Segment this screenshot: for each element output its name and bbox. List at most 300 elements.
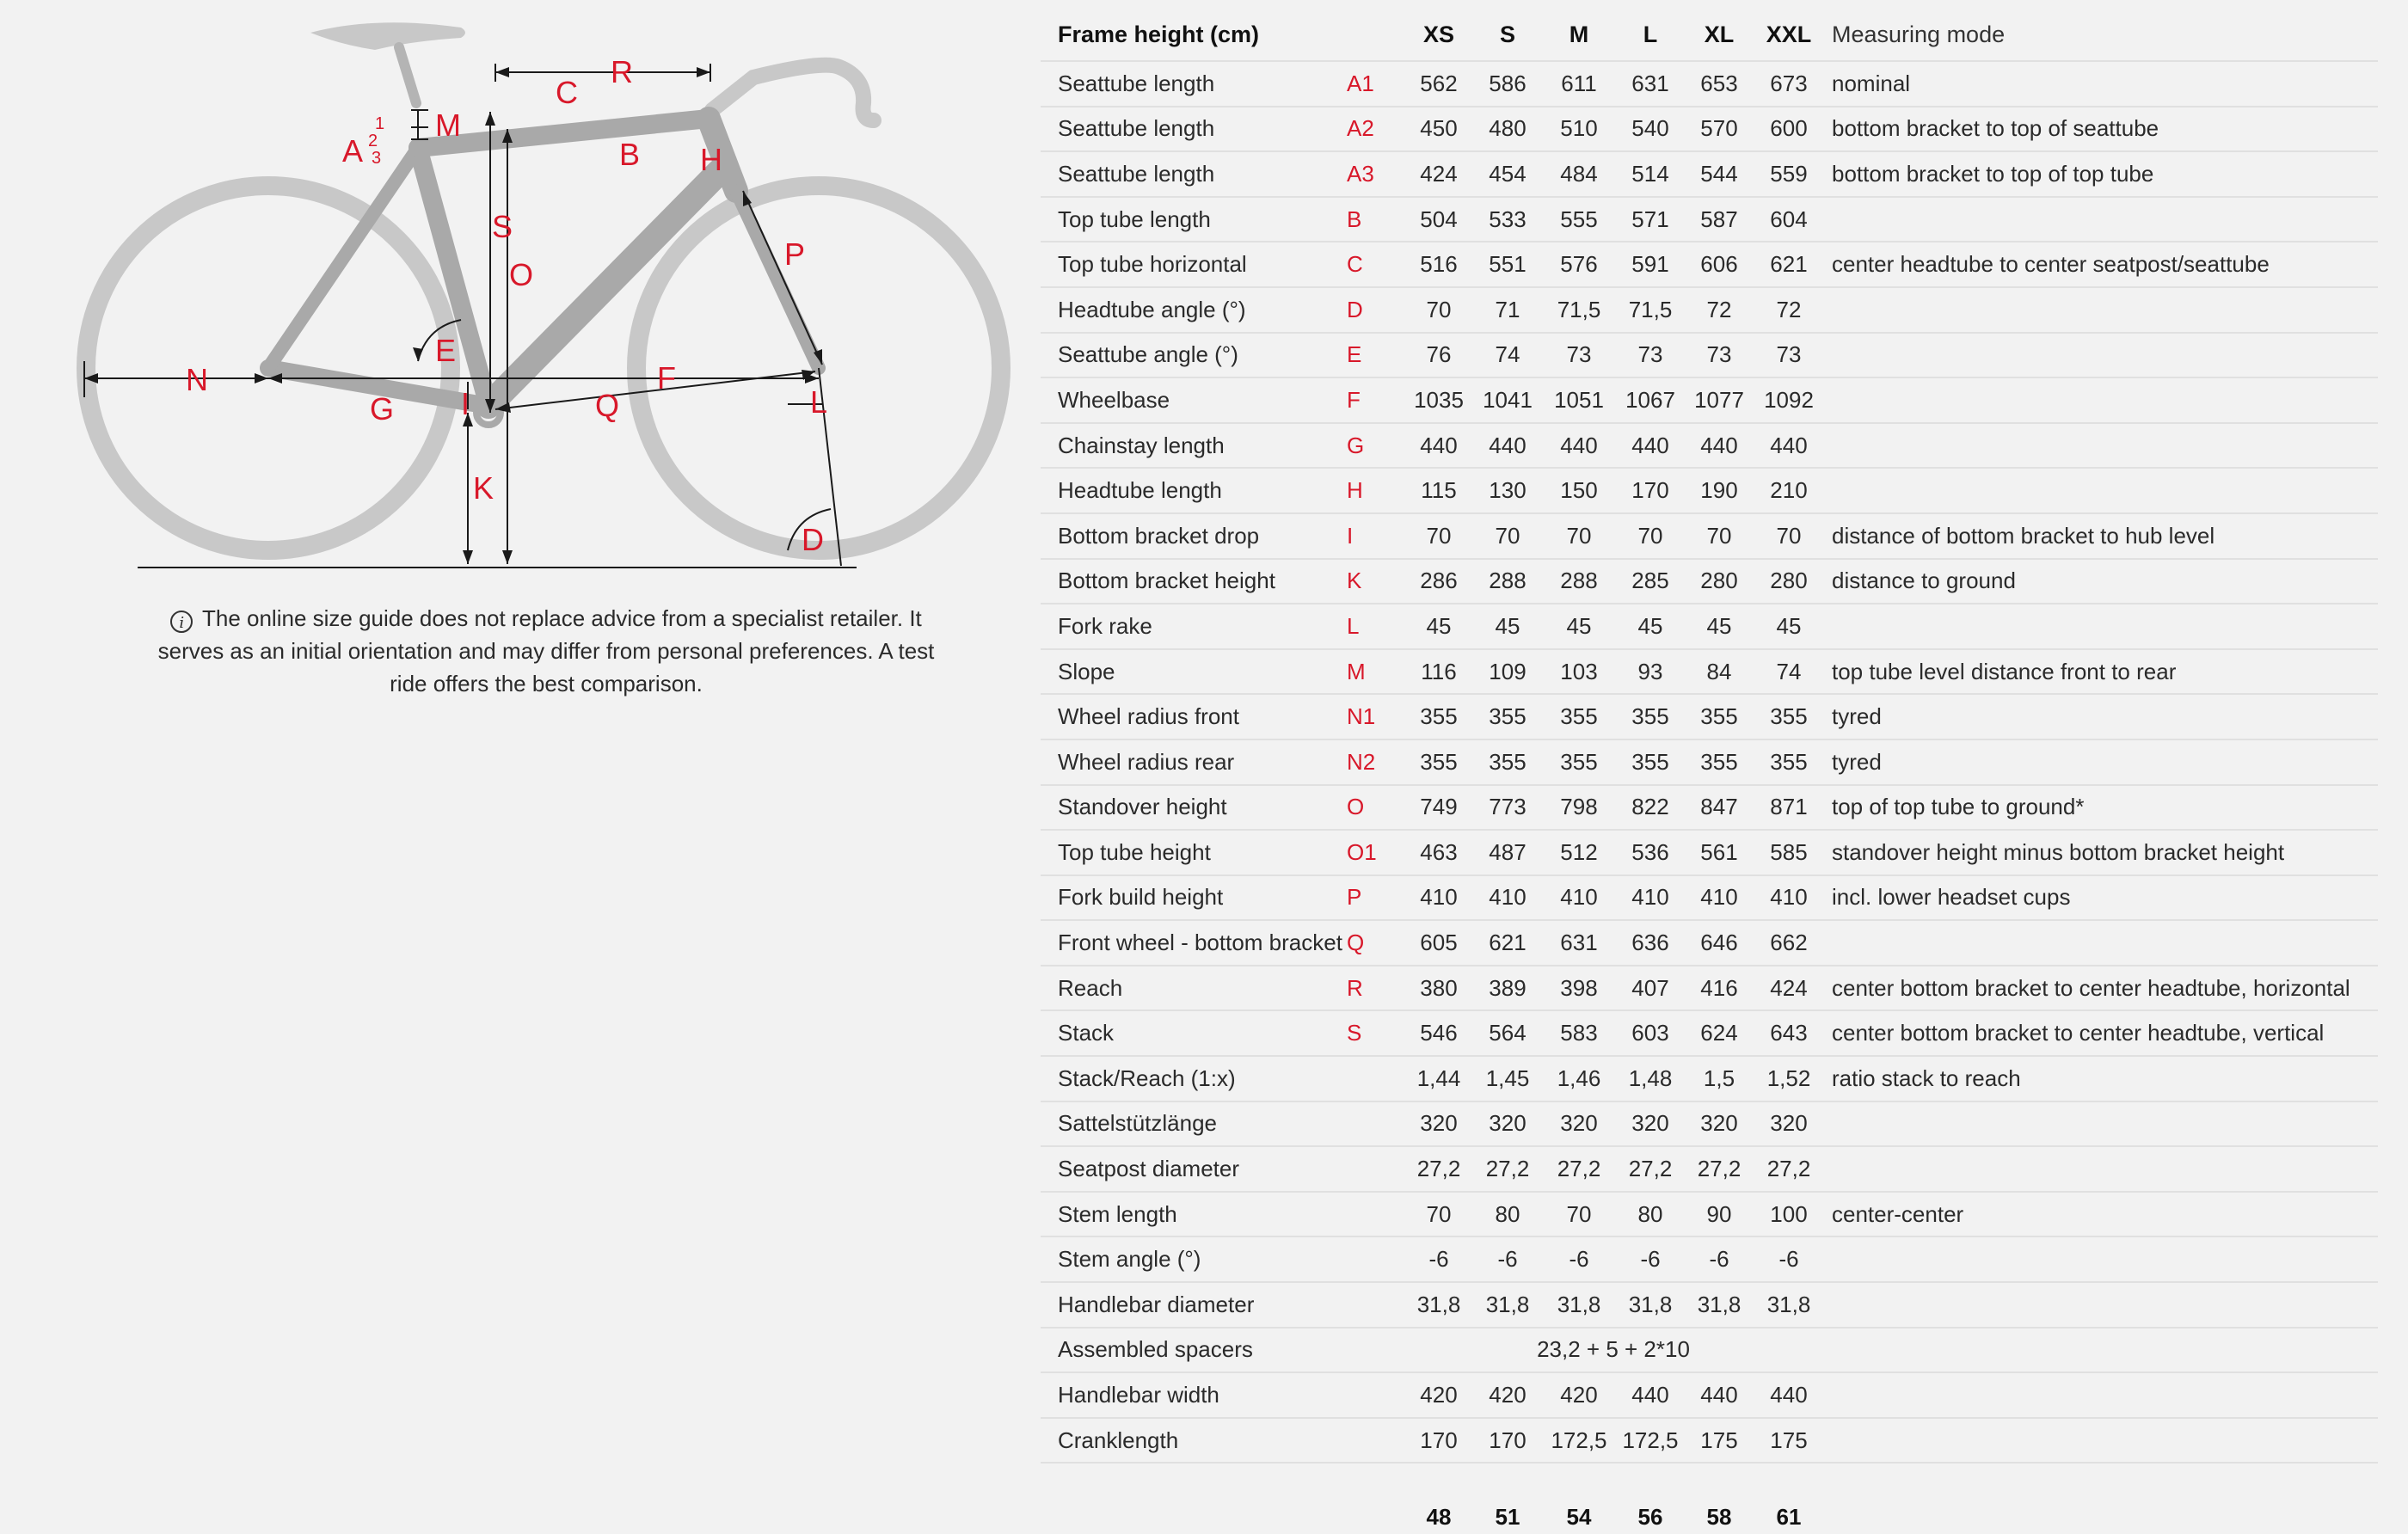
row-value: 320	[1404, 1101, 1474, 1147]
row-value: 516	[1404, 242, 1474, 287]
row-code: I	[1343, 513, 1404, 559]
row-value: 31,8	[1617, 1282, 1684, 1328]
frame-size-xl: 58	[1706, 1504, 1732, 1531]
label-c: C	[556, 75, 578, 110]
row-value: 45	[1474, 604, 1541, 649]
row-value: 280	[1754, 559, 1823, 604]
label-f: F	[657, 360, 676, 396]
row-value: 576	[1541, 242, 1617, 287]
table-row	[1041, 739, 2378, 785]
row-value: 170	[1404, 1418, 1474, 1463]
label-s: S	[492, 209, 513, 244]
row-value: 389	[1474, 966, 1541, 1011]
row-label: Seattube length	[1041, 61, 1343, 107]
note-text: The online size guide does not replace advice from a specialist retailer. It serves as an initial orientation and may differ from personal preferences. A test ride offers the best comparison.	[157, 605, 935, 696]
row-value: 604	[1754, 197, 1823, 242]
row-measuring-mode	[1823, 287, 2378, 333]
table-row	[1041, 468, 2378, 513]
row-value: 320	[1754, 1101, 1823, 1147]
row-value: 583	[1541, 1010, 1617, 1056]
row-measuring-mode: distance of bottom bracket to hub level	[1823, 513, 2378, 559]
row-value: 150	[1541, 468, 1617, 513]
frame-size-xxl: 61	[1776, 1504, 1802, 1531]
row-value: 564	[1474, 1010, 1541, 1056]
label-a1: 1	[375, 114, 385, 133]
row-code	[1343, 1418, 1404, 1463]
table-row	[1041, 1328, 2378, 1373]
row-value: 73	[1541, 333, 1617, 378]
row-label: Top tube length	[1041, 197, 1343, 242]
table-row	[1041, 875, 2378, 921]
row-code: K	[1343, 559, 1404, 604]
row-label: Stem angle (°)	[1041, 1236, 1343, 1282]
row-value: 355	[1754, 694, 1823, 739]
row-measuring-mode: tyred	[1823, 739, 2378, 785]
row-value: 27,2	[1474, 1146, 1541, 1192]
row-label: Standover height	[1041, 785, 1343, 831]
row-value: 100	[1754, 1192, 1823, 1237]
label-a3: 3	[372, 149, 382, 168]
row-value: 355	[1541, 694, 1617, 739]
row-value: 70	[1404, 1192, 1474, 1237]
row-value: 646	[1684, 920, 1754, 966]
row-value: 653	[1684, 61, 1754, 107]
row-code	[1343, 1236, 1404, 1282]
row-value: 571	[1617, 197, 1684, 242]
row-label: Top tube height	[1041, 830, 1343, 875]
row-value: 1,44	[1404, 1056, 1474, 1101]
row-value: 1,48	[1617, 1056, 1684, 1101]
row-measuring-mode	[1823, 377, 2378, 423]
row-measuring-mode: ratio stack to reach	[1823, 1056, 2378, 1101]
row-measuring-mode: bottom bracket to top of seattube	[1823, 107, 2378, 152]
row-value: 591	[1617, 242, 1684, 287]
row-measuring-mode	[1823, 1101, 2378, 1147]
row-value: 1092	[1754, 377, 1823, 423]
row-code	[1343, 1372, 1404, 1418]
row-value: 424	[1754, 966, 1823, 1011]
row-value: 109	[1474, 649, 1541, 695]
row-label: Front wheel - bottom bracket	[1041, 920, 1343, 966]
row-value: 636	[1617, 920, 1684, 966]
table-row	[1041, 1101, 2378, 1147]
row-value: 410	[1474, 875, 1541, 921]
row-value-span: 23,2 + 5 + 2*10	[1404, 1328, 1823, 1373]
table-row	[1041, 694, 2378, 739]
row-value: 285	[1617, 559, 1684, 604]
row-value: 90	[1684, 1192, 1754, 1237]
row-label: Wheel radius rear	[1041, 739, 1343, 785]
row-value: 440	[1541, 423, 1617, 469]
row-value: 424	[1404, 151, 1474, 197]
row-measuring-mode: tyred	[1823, 694, 2378, 739]
row-measuring-mode	[1823, 468, 2378, 513]
size-header-xl: XL	[1684, 9, 1754, 61]
row-label: Stack/Reach (1:x)	[1041, 1056, 1343, 1101]
table-row	[1041, 1418, 2378, 1463]
row-measuring-mode: standover height minus bottom bracket height	[1823, 830, 2378, 875]
row-code: F	[1343, 377, 1404, 423]
row-value: 510	[1541, 107, 1617, 152]
saddle	[310, 22, 465, 50]
geometry-table	[1041, 9, 2378, 1534]
row-label: Wheel radius front	[1041, 694, 1343, 739]
row-label: Chainstay length	[1041, 423, 1343, 469]
row-label: Headtube angle (°)	[1041, 287, 1343, 333]
table-row	[1041, 333, 2378, 378]
row-value: 70	[1404, 513, 1474, 559]
row-value: 70	[1404, 287, 1474, 333]
row-value: 355	[1541, 739, 1617, 785]
row-value: 355	[1404, 694, 1474, 739]
table-row	[1041, 920, 2378, 966]
footer-spacer	[1041, 1463, 1343, 1534]
row-measuring-mode	[1823, 1328, 2378, 1373]
row-value: 27,2	[1617, 1146, 1684, 1192]
row-measuring-mode	[1823, 423, 2378, 469]
row-label: Handlebar width	[1041, 1372, 1343, 1418]
table-row	[1041, 287, 2378, 333]
row-value: 116	[1404, 649, 1474, 695]
row-value: 847	[1684, 785, 1754, 831]
row-value: 1,5	[1684, 1056, 1754, 1101]
row-value: 45	[1541, 604, 1617, 649]
row-label: Sattelstützlänge	[1041, 1101, 1343, 1147]
row-value: 1035	[1404, 377, 1474, 423]
size-header-xxl: XXL	[1754, 9, 1823, 61]
row-value: 643	[1754, 1010, 1823, 1056]
bike-geometry-diagram	[14, 0, 1011, 593]
row-value: 71	[1474, 287, 1541, 333]
row-label: Seattube length	[1041, 107, 1343, 152]
row-value: 555	[1541, 197, 1617, 242]
row-value: 570	[1684, 107, 1754, 152]
row-code: N2	[1343, 739, 1404, 785]
row-value: 533	[1474, 197, 1541, 242]
table-row	[1041, 513, 2378, 559]
row-value: 673	[1754, 61, 1823, 107]
row-value: 606	[1684, 242, 1754, 287]
row-value: 487	[1474, 830, 1541, 875]
row-label: Fork build height	[1041, 875, 1343, 921]
size-header-l: L	[1617, 9, 1684, 61]
row-value: 603	[1617, 1010, 1684, 1056]
label-o: O	[509, 257, 534, 292]
row-value: 380	[1404, 966, 1474, 1011]
row-value: 410	[1541, 875, 1617, 921]
label-l: L	[810, 384, 828, 420]
row-value: 80	[1617, 1192, 1684, 1237]
row-value: 454	[1474, 151, 1541, 197]
row-value: 27,2	[1754, 1146, 1823, 1192]
row-measuring-mode: center-center	[1823, 1192, 2378, 1237]
row-value: 74	[1474, 333, 1541, 378]
row-value: 440	[1404, 423, 1474, 469]
row-label: Bottom bracket drop	[1041, 513, 1343, 559]
table-row	[1041, 1282, 2378, 1328]
row-value: 320	[1474, 1101, 1541, 1147]
row-value: 45	[1404, 604, 1474, 649]
row-value: 355	[1474, 694, 1541, 739]
row-measuring-mode: bottom bracket to top of top tube	[1823, 151, 2378, 197]
row-value: 1041	[1474, 377, 1541, 423]
row-value: 440	[1617, 1372, 1684, 1418]
size-guide-note	[138, 602, 955, 700]
row-value: 70	[1541, 513, 1617, 559]
row-value: 70	[1541, 1192, 1617, 1237]
row-value: 410	[1617, 875, 1684, 921]
row-value: 551	[1474, 242, 1541, 287]
label-b: B	[619, 137, 641, 172]
row-value: 175	[1754, 1418, 1823, 1463]
frame-size-footer-row	[1041, 1463, 2378, 1534]
table-row	[1041, 830, 2378, 875]
row-value: 798	[1541, 785, 1617, 831]
row-value: 320	[1684, 1101, 1754, 1147]
row-value: 288	[1541, 559, 1617, 604]
row-label: Seattube angle (°)	[1041, 333, 1343, 378]
row-value: 320	[1541, 1101, 1617, 1147]
row-value: 536	[1617, 830, 1684, 875]
frame-size-s: 51	[1495, 1504, 1520, 1531]
row-code	[1343, 1282, 1404, 1328]
row-measuring-mode: top of top tube to ground*	[1823, 785, 2378, 831]
row-measuring-mode	[1823, 333, 2378, 378]
row-value: 288	[1474, 559, 1541, 604]
row-code: E	[1343, 333, 1404, 378]
row-label: Top tube horizontal	[1041, 242, 1343, 287]
row-value: 1,45	[1474, 1056, 1541, 1101]
row-code: R	[1343, 966, 1404, 1011]
row-label: Handlebar diameter	[1041, 1282, 1343, 1328]
footer-spacer	[1343, 1463, 1404, 1534]
row-value: 587	[1684, 197, 1754, 242]
row-measuring-mode: center headtube to center seatpost/seattube	[1823, 242, 2378, 287]
row-label: Seattube length	[1041, 151, 1343, 197]
row-value: 1,52	[1754, 1056, 1823, 1101]
row-value: 440	[1684, 423, 1754, 469]
row-label: Seatpost diameter	[1041, 1146, 1343, 1192]
row-code: H	[1343, 468, 1404, 513]
table-row	[1041, 423, 2378, 469]
row-code: B	[1343, 197, 1404, 242]
row-measuring-mode	[1823, 1282, 2378, 1328]
row-value: 585	[1754, 830, 1823, 875]
label-e: E	[435, 333, 457, 368]
row-value: 420	[1474, 1372, 1541, 1418]
row-value: 1051	[1541, 377, 1617, 423]
table-header-row	[1041, 9, 2378, 61]
row-value: 504	[1404, 197, 1474, 242]
row-measuring-mode	[1823, 920, 2378, 966]
row-value: 355	[1404, 739, 1474, 785]
row-value: 410	[1754, 875, 1823, 921]
row-value: 355	[1754, 739, 1823, 785]
row-value: 71,5	[1541, 287, 1617, 333]
table-row	[1041, 966, 2378, 1011]
row-value: 190	[1684, 468, 1754, 513]
row-measuring-mode	[1823, 197, 2378, 242]
footer-spacer	[1823, 1463, 2378, 1534]
table-row	[1041, 197, 2378, 242]
table-row	[1041, 649, 2378, 695]
frame-size-l: 56	[1637, 1504, 1663, 1531]
row-code: A1	[1343, 61, 1404, 107]
row-value: 512	[1541, 830, 1617, 875]
table-row	[1041, 151, 2378, 197]
row-label: Slope	[1041, 649, 1343, 695]
row-value: 416	[1684, 966, 1754, 1011]
table-row	[1041, 1372, 2378, 1418]
row-value: 115	[1404, 468, 1474, 513]
row-value: 172,5	[1617, 1418, 1684, 1463]
table-row	[1041, 1146, 2378, 1192]
row-value: 72	[1684, 287, 1754, 333]
row-label: Bottom bracket height	[1041, 559, 1343, 604]
row-value: 73	[1617, 333, 1684, 378]
row-code	[1343, 1328, 1404, 1373]
row-code: C	[1343, 242, 1404, 287]
row-value: -6	[1404, 1236, 1474, 1282]
table-row	[1041, 1192, 2378, 1237]
seatpost	[399, 47, 416, 103]
row-value: 631	[1617, 61, 1684, 107]
row-value: 484	[1541, 151, 1617, 197]
table-row	[1041, 377, 2378, 423]
row-value: 175	[1684, 1418, 1754, 1463]
row-value: 320	[1617, 1101, 1684, 1147]
row-measuring-mode	[1823, 1236, 2378, 1282]
row-code: S	[1343, 1010, 1404, 1056]
row-value: 170	[1474, 1418, 1541, 1463]
row-value: 450	[1404, 107, 1474, 152]
row-code: O1	[1343, 830, 1404, 875]
row-value: -6	[1474, 1236, 1541, 1282]
row-value: 773	[1474, 785, 1541, 831]
bike-silhouette	[86, 22, 1001, 550]
row-code: Q	[1343, 920, 1404, 966]
row-value: 410	[1684, 875, 1754, 921]
row-value: 31,8	[1754, 1282, 1823, 1328]
row-value: 45	[1684, 604, 1754, 649]
row-measuring-mode	[1823, 1372, 2378, 1418]
row-value: 398	[1541, 966, 1617, 1011]
label-k: K	[473, 470, 494, 506]
row-value: 80	[1474, 1192, 1541, 1237]
row-value: 170	[1617, 468, 1684, 513]
row-code	[1343, 1192, 1404, 1237]
row-label: Wheelbase	[1041, 377, 1343, 423]
row-value: 27,2	[1541, 1146, 1617, 1192]
row-value: 286	[1404, 559, 1474, 604]
row-value: 440	[1754, 1372, 1823, 1418]
row-value: 103	[1541, 649, 1617, 695]
label-h: H	[700, 142, 722, 177]
row-value: 93	[1617, 649, 1684, 695]
row-value: 621	[1754, 242, 1823, 287]
row-value: 440	[1617, 423, 1684, 469]
row-label: Stem length	[1041, 1192, 1343, 1237]
size-header-m: M	[1541, 9, 1617, 61]
table-row	[1041, 604, 2378, 649]
row-value: 611	[1541, 61, 1617, 107]
label-p: P	[784, 236, 806, 272]
row-measuring-mode: nominal	[1823, 61, 2378, 107]
row-value: 871	[1754, 785, 1823, 831]
row-code: G	[1343, 423, 1404, 469]
top-tube	[418, 119, 709, 148]
row-value: 420	[1404, 1372, 1474, 1418]
row-code	[1343, 1146, 1404, 1192]
row-value: 407	[1617, 966, 1684, 1011]
row-value: 822	[1617, 785, 1684, 831]
measuring-mode-header: Measuring mode	[1823, 9, 2378, 61]
row-measuring-mode	[1823, 1146, 2378, 1192]
table-row	[1041, 1056, 2378, 1101]
row-code: D	[1343, 287, 1404, 333]
table-row	[1041, 61, 2378, 107]
info-icon: i	[170, 611, 193, 633]
row-code: M	[1343, 649, 1404, 695]
size-header-xs: XS	[1404, 9, 1474, 61]
table-row	[1041, 107, 2378, 152]
row-value: 72	[1754, 287, 1823, 333]
row-value: 355	[1684, 694, 1754, 739]
frame-size-m: 54	[1566, 1504, 1592, 1531]
row-value: 559	[1754, 151, 1823, 197]
row-value: 1,46	[1541, 1056, 1617, 1101]
label-i: I	[461, 386, 470, 421]
row-value: -6	[1617, 1236, 1684, 1282]
row-value: 31,8	[1684, 1282, 1754, 1328]
label-m: M	[435, 107, 461, 143]
row-value: 440	[1754, 423, 1823, 469]
row-label: Reach	[1041, 966, 1343, 1011]
row-code: N1	[1343, 694, 1404, 739]
row-measuring-mode: center bottom bracket to center headtube, horizontal	[1823, 966, 2378, 1011]
row-value: 1067	[1617, 377, 1684, 423]
row-value: 27,2	[1684, 1146, 1754, 1192]
row-code	[1343, 1056, 1404, 1101]
stem-handlebar	[712, 65, 874, 120]
row-code	[1343, 1101, 1404, 1147]
label-n: N	[186, 362, 208, 397]
row-value: 621	[1474, 920, 1541, 966]
row-label: Stack	[1041, 1010, 1343, 1056]
row-value: -6	[1541, 1236, 1617, 1282]
size-header-s: S	[1474, 9, 1541, 61]
row-label: Fork rake	[1041, 604, 1343, 649]
table-row	[1041, 1010, 2378, 1056]
row-value: 31,8	[1541, 1282, 1617, 1328]
label-a2: 2	[368, 132, 378, 150]
row-value: 70	[1754, 513, 1823, 559]
table-body	[1041, 61, 2378, 1463]
row-value: 84	[1684, 649, 1754, 695]
code-header	[1343, 9, 1404, 61]
label-g: G	[370, 391, 395, 426]
row-value: 463	[1404, 830, 1474, 875]
row-value: 355	[1474, 739, 1541, 785]
row-code: P	[1343, 875, 1404, 921]
row-value: 70	[1617, 513, 1684, 559]
row-measuring-mode: center bottom bracket to center headtube, vertical	[1823, 1010, 2378, 1056]
row-code: O	[1343, 785, 1404, 831]
row-value: 70	[1684, 513, 1754, 559]
row-value: 600	[1754, 107, 1823, 152]
label-q: Q	[595, 388, 620, 423]
row-value: 70	[1474, 513, 1541, 559]
